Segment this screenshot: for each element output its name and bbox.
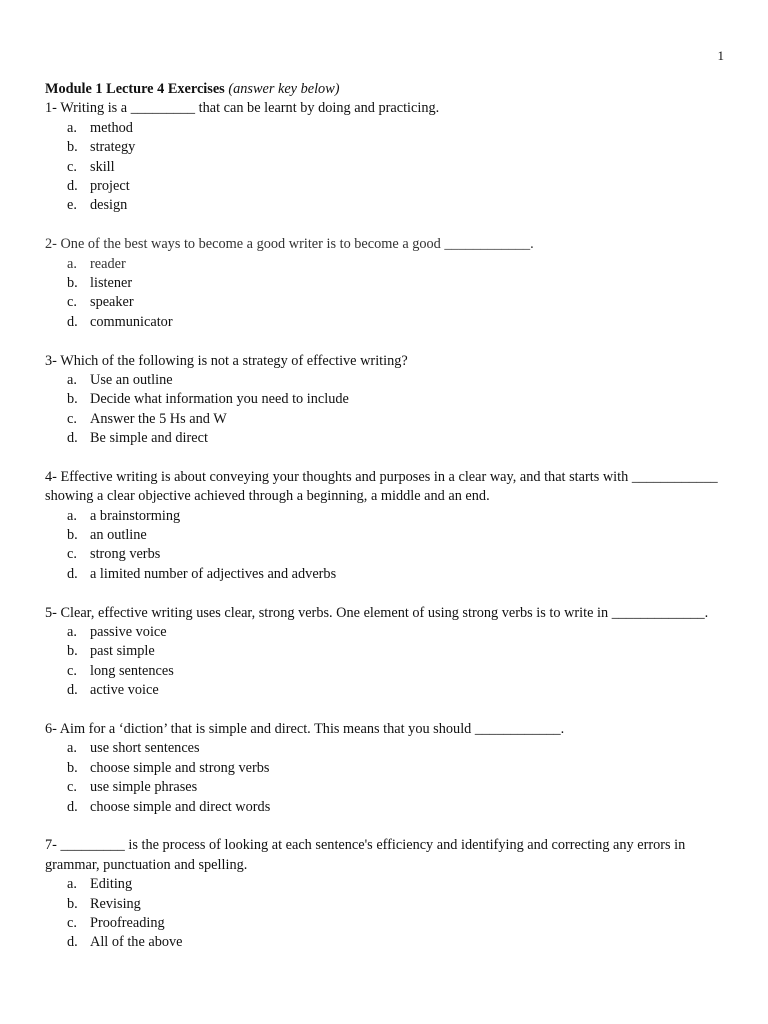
question-1 xyxy=(45,99,735,215)
option-text: Answer the 5 Hs and W xyxy=(90,410,227,427)
question-text: 3- Which of the following is not a strategy of effective writing? xyxy=(45,352,408,369)
option-c xyxy=(45,914,735,933)
question-text: 7- _________ is the process of looking at each sentence's efficiency and identifying and correcting any errors in grammar, punctuation and spelling. xyxy=(45,837,686,873)
question-4 xyxy=(45,468,735,584)
option-text: passive voice xyxy=(90,624,167,641)
question-5 xyxy=(45,604,735,701)
question-text: 6- Aim for a ‘diction’ that is simple and direct. This means that you should ____________. xyxy=(45,721,565,737)
option-letter: d. xyxy=(67,682,78,699)
option-a xyxy=(45,875,735,894)
document-title xyxy=(45,80,735,99)
answer-options xyxy=(45,371,735,449)
option-letter: d. xyxy=(67,430,78,447)
option-letter: a. xyxy=(67,624,77,641)
option-text: Revising xyxy=(90,895,141,912)
answer-options xyxy=(45,623,735,701)
option-letter: b. xyxy=(67,391,78,408)
option-b xyxy=(45,390,735,409)
option-letter: a. xyxy=(67,507,77,524)
option-a xyxy=(45,371,735,390)
option-text: listener xyxy=(90,274,133,291)
exercise-document xyxy=(45,80,735,972)
option-c xyxy=(45,410,735,429)
option-d xyxy=(45,177,735,196)
option-text: use short sentences xyxy=(90,740,200,757)
option-b xyxy=(45,642,735,661)
option-letter: c. xyxy=(67,158,77,175)
option-letter: b. xyxy=(67,643,78,660)
option-letter: a. xyxy=(67,119,77,136)
option-a xyxy=(45,507,735,526)
question-text: 1- Writing is a _________ that can be learnt by doing and practicing. xyxy=(45,100,440,117)
option-text: design xyxy=(90,197,128,214)
option-a xyxy=(45,739,735,758)
answer-options xyxy=(45,739,735,817)
option-b xyxy=(45,274,735,293)
option-letter: e. xyxy=(67,197,77,214)
question-3 xyxy=(45,352,735,449)
option-text: Editing xyxy=(90,876,133,893)
option-text: past simple xyxy=(90,643,155,660)
option-letter: c. xyxy=(67,410,77,427)
option-letter: c. xyxy=(67,294,77,311)
option-letter: d. xyxy=(67,177,78,194)
answer-options xyxy=(45,255,735,333)
option-letter: c. xyxy=(67,546,77,563)
option-text: All of the above xyxy=(90,934,183,951)
option-text: communicator xyxy=(90,313,173,330)
option-d xyxy=(45,933,735,952)
option-letter: b. xyxy=(67,139,78,156)
option-letter: a. xyxy=(67,740,77,757)
option-text: Decide what information you need to include xyxy=(90,391,349,408)
title-italic: (answer key below) xyxy=(228,81,340,97)
answer-options xyxy=(45,507,735,585)
page-number: 1 xyxy=(717,48,724,63)
option-d xyxy=(45,798,735,817)
option-letter: d. xyxy=(67,934,78,951)
option-b xyxy=(45,895,735,914)
option-text: strategy xyxy=(90,139,136,156)
option-letter: c. xyxy=(67,662,77,679)
option-text: Proofreading xyxy=(90,914,165,931)
option-letter: d. xyxy=(67,565,78,582)
option-text: Use an outline xyxy=(90,371,173,388)
option-text: a brainstorming xyxy=(90,507,181,524)
option-c xyxy=(45,662,735,681)
question-2 xyxy=(45,235,735,332)
answer-options xyxy=(45,119,735,216)
option-letter: b. xyxy=(67,895,78,912)
option-e xyxy=(45,196,735,215)
option-text: choose simple and strong verbs xyxy=(90,759,270,776)
option-text: Be simple and direct xyxy=(90,430,208,447)
option-b xyxy=(45,526,735,545)
option-c xyxy=(45,158,735,177)
option-text: long sentences xyxy=(90,662,174,679)
option-a xyxy=(45,119,735,138)
option-a xyxy=(45,623,735,642)
option-letter: d. xyxy=(67,313,78,330)
question-6 xyxy=(45,720,735,817)
option-c xyxy=(45,545,735,564)
option-text: an outline xyxy=(90,527,147,544)
option-c xyxy=(45,778,735,797)
option-b xyxy=(45,138,735,157)
option-letter: b. xyxy=(67,527,78,544)
option-text: choose simple and direct words xyxy=(90,798,271,815)
option-d xyxy=(45,565,735,584)
option-letter: b. xyxy=(67,274,78,291)
option-letter: a. xyxy=(67,255,77,272)
option-text: a limited number of adjectives and adverbs xyxy=(90,565,337,582)
option-d xyxy=(45,681,735,700)
question-text: 4- Effective writing is about conveying your thoughts and purposes in a clear way, and that starts with ____________ showing a clear objective achieved through a beginning, a middle and an end. xyxy=(45,468,718,505)
option-text: project xyxy=(90,177,130,194)
option-text: use simple phrases xyxy=(90,779,198,796)
option-text: reader xyxy=(90,255,126,272)
question-text: 5- Clear, effective writing uses clear, strong verbs. One element of using strong verbs is to write in _____________. xyxy=(45,604,709,621)
question-7 xyxy=(45,836,735,952)
option-letter: b. xyxy=(67,759,78,776)
option-a xyxy=(45,255,735,274)
option-c xyxy=(45,293,735,312)
title-bold: Module 1 Lecture 4 Exercises xyxy=(45,81,225,97)
option-text: skill xyxy=(90,158,115,175)
question-text: 2- One of the best ways to become a good writer is to become a good ____________. xyxy=(45,236,534,253)
option-b xyxy=(45,759,735,778)
option-letter: c. xyxy=(67,779,77,796)
option-d xyxy=(45,313,735,332)
answer-options xyxy=(45,875,735,953)
option-letter: d. xyxy=(67,798,78,815)
option-d xyxy=(45,429,735,448)
option-text: active voice xyxy=(90,682,159,699)
option-text: method xyxy=(90,119,133,136)
option-letter: c. xyxy=(67,914,77,931)
option-text: strong verbs xyxy=(90,546,161,563)
option-text: speaker xyxy=(90,294,134,311)
option-letter: a. xyxy=(67,371,77,388)
option-letter: a. xyxy=(67,876,77,893)
